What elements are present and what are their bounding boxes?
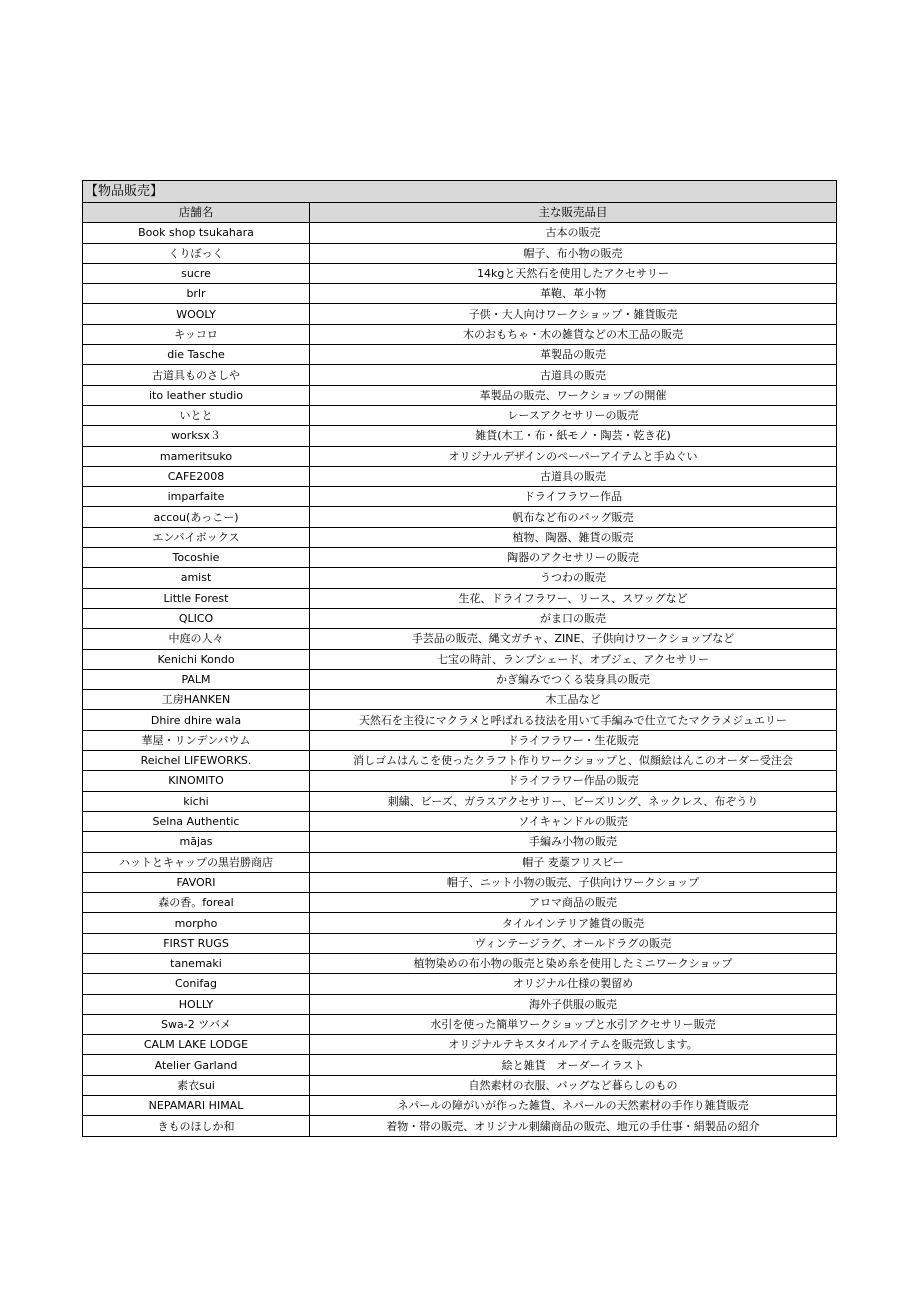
sale-items-cell: 手芸品の販売、縄文ガチャ、ZINE、子供向けワークショップなど [310,629,837,649]
table-row [83,1014,837,1034]
table-row [83,385,837,405]
shop-name-cell: Swa-2 ツバメ [83,1014,310,1034]
table-row [83,1055,837,1075]
shop-name-cell: Reichel LIFEWORKS. [83,751,310,771]
sale-items-cell: 雑貨(木工・布・紙モノ・陶芸・乾き花) [310,426,837,446]
table-row [83,223,837,243]
section-title: 【物品販売】 [83,181,837,203]
shop-name-cell: 古道具ものさしや [83,365,310,385]
shop-name-cell: 華屋・リンデンバウム [83,730,310,750]
shop-name-cell: tanemaki [83,953,310,973]
table-row [83,690,837,710]
sale-items-cell: 古道具の販売 [310,466,837,486]
table-row [83,284,837,304]
table-row [83,1116,837,1136]
sale-items-cell: オリジナルデザインのペーパーアイテムと手ぬぐい [310,446,837,466]
table-row [83,994,837,1014]
sale-items-cell: ドライフラワー作品 [310,487,837,507]
table-row [83,710,837,730]
sale-items-cell: 水引を使った簡単ワークショップと水引アクセサリー販売 [310,1014,837,1034]
shop-name-cell: FIRST RUGS [83,933,310,953]
shop-name-cell: amist [83,568,310,588]
shop-name-cell: Atelier Garland [83,1055,310,1075]
shop-name-cell: ハットとキャップの黒岩勝商店 [83,852,310,872]
table-row [83,811,837,831]
vendor-rows [83,223,837,1136]
shop-name-cell: accou(あっこー) [83,507,310,527]
sale-items-cell: アロマ商品の販売 [310,893,837,913]
shop-name-cell: Dhire dhire wala [83,710,310,730]
table-row [83,548,837,568]
shop-name-cell: Kenichi Kondo [83,649,310,669]
table-row [83,324,837,344]
sale-items-cell: タイルインテリア雑貨の販売 [310,913,837,933]
table-row [83,872,837,892]
sale-items-cell: 消しゴムはんこを使ったクラフト作りワークショップと、似顔絵はんこのオーダー受注会 [310,751,837,771]
shop-name-cell: Book shop tsukahara [83,223,310,243]
table-row [83,771,837,791]
table-row [83,730,837,750]
shop-name-cell: worksx３ [83,426,310,446]
sale-items-cell: 革鞄、革小物 [310,284,837,304]
table-row [83,791,837,811]
shop-name-cell: CAFE2008 [83,466,310,486]
table-row [83,1075,837,1095]
table-row [83,1035,837,1055]
table-row [83,893,837,913]
table-row [83,913,837,933]
table-row [83,751,837,771]
sale-items-cell: うつわの販売 [310,568,837,588]
sale-items-cell: 刺繍、ビーズ、ガラスアクセサリー、ビーズリング、ネックレス、布ぞうり [310,791,837,811]
table-row [83,365,837,385]
table-row [83,243,837,263]
sale-items-cell: がま口の販売 [310,608,837,628]
table-row [83,608,837,628]
sale-items-cell: 帆布など布のバッグ販売 [310,507,837,527]
sale-items-cell: 七宝の時計、ランプシェード、オブジェ、アクセサリー [310,649,837,669]
table-row [83,649,837,669]
sale-items-cell: 着物・帯の販売、オリジナル刺繍商品の販売、地元の手仕事・絹製品の紹介 [310,1116,837,1136]
sale-items-cell: 手編み小物の販売 [310,832,837,852]
sale-items-cell: 革製品の販売 [310,345,837,365]
shop-name-cell: 中庭の人々 [83,629,310,649]
shop-name-cell: 工房HANKEN [83,690,310,710]
sale-items-cell: ネパールの障がいが作った雑貨、ネパールの天然素材の手作り雑貨販売 [310,1096,837,1116]
shop-name-cell: きものほしか和 [83,1116,310,1136]
shop-name-cell: エンバイボックス [83,527,310,547]
table-row [83,974,837,994]
shop-name-cell: HOLLY [83,994,310,1014]
shop-name-cell: die Tasche [83,345,310,365]
shop-name-cell: brlr [83,284,310,304]
column-header-row [83,203,837,223]
table-row [83,527,837,547]
shop-name-cell: morpho [83,913,310,933]
sale-items-cell: かぎ編みでつくる装身具の販売 [310,669,837,689]
table-row [83,507,837,527]
shop-name-cell: NEPAMARI HIMAL [83,1096,310,1116]
sale-items-cell: ドライフラワー・生花販売 [310,730,837,750]
shop-name-cell: Selna Authentic [83,811,310,831]
sale-items-cell: 植物染めの布小物の販売と染め糸を使用したミニワークショップ [310,953,837,973]
sale-items-cell: 陶器のアクセサリーの販売 [310,548,837,568]
section-title-row [83,181,837,203]
shop-name-cell: mameritsuko [83,446,310,466]
sale-items-cell: 子供・大人向けワークショップ・雑貨販売 [310,304,837,324]
sale-items-cell: 絵と雑貨 オーダーイラスト [310,1055,837,1075]
shop-name-cell: KINOMITO [83,771,310,791]
table-row [83,629,837,649]
table-row [83,568,837,588]
table-row [83,263,837,283]
sale-items-cell: 帽子、ニット小物の販売、子供向けワークショップ [310,872,837,892]
sale-items-cell: レースアクセサリーの販売 [310,405,837,425]
shop-name-cell: 素衣sui [83,1075,310,1095]
shop-name-cell: Little Forest [83,588,310,608]
shop-name-cell: CALM LAKE LODGE [83,1035,310,1055]
sale-items-cell: 帽子、布小物の販売 [310,243,837,263]
sale-items-cell: 革製品の販売、ワークショップの開催 [310,385,837,405]
column-header-shop: 店舗名 [83,203,310,223]
shop-name-cell: WOOLY [83,304,310,324]
sale-items-cell: 帽子 麦藁フリスビー [310,852,837,872]
shop-name-cell: いとと [83,405,310,425]
table-row [83,304,837,324]
table-row [83,852,837,872]
shop-name-cell: PALM [83,669,310,689]
table-row [83,345,837,365]
table-row [83,953,837,973]
sale-items-cell: オリジナル仕様の製留め [310,974,837,994]
shop-name-cell: Conifag [83,974,310,994]
sale-items-cell: ソイキャンドルの販売 [310,811,837,831]
shop-name-cell: kichi [83,791,310,811]
sale-items-cell: 木のおもちゃ・木の雑貨などの木工品の販売 [310,324,837,344]
shop-name-cell: imparfaite [83,487,310,507]
sale-items-cell: 古本の販売 [310,223,837,243]
sale-items-cell: 生花、ドライフラワー、リース、スワッグなど [310,588,837,608]
table-row [83,588,837,608]
sale-items-cell: 木工品など [310,690,837,710]
sale-items-cell: オリジナルテキスタイルアイテムを販売致します。 [310,1035,837,1055]
sale-items-cell: ドライフラワー作品の販売 [310,771,837,791]
column-header-items: 主な販売品目 [310,203,837,223]
shop-name-cell: キッコロ [83,324,310,344]
table-row [83,426,837,446]
table-row [83,933,837,953]
table-row [83,1096,837,1116]
table-row [83,446,837,466]
table-row [83,669,837,689]
table-row [83,487,837,507]
sale-items-cell: 海外子供服の販売 [310,994,837,1014]
table-row [83,832,837,852]
shop-name-cell: ito leather studio [83,385,310,405]
sale-items-cell: 自然素材の衣服、バッグなど暮らしのもの [310,1075,837,1095]
shop-name-cell: FAVORI [83,872,310,892]
shop-name-cell: Tocoshie [83,548,310,568]
vendor-table [82,180,837,1137]
sale-items-cell: 14kgと天然石を使用したアクセサリー [310,263,837,283]
shop-name-cell: くりぼっく [83,243,310,263]
sale-items-cell: 古道具の販売 [310,365,837,385]
sale-items-cell: 植物、陶器、雑貨の販売 [310,527,837,547]
shop-name-cell: QLICO [83,608,310,628]
table-row [83,466,837,486]
shop-name-cell: sucre [83,263,310,283]
sale-items-cell: 天然石を主役にマクラメと呼ばれる技法を用いて手編みで仕立てたマクラメジュエリー [310,710,837,730]
shop-name-cell: 森の香。foreal [83,893,310,913]
sale-items-cell: ヴィンテージラグ、オールドラグの販売 [310,933,837,953]
table-row [83,405,837,425]
shop-name-cell: mājas [83,832,310,852]
